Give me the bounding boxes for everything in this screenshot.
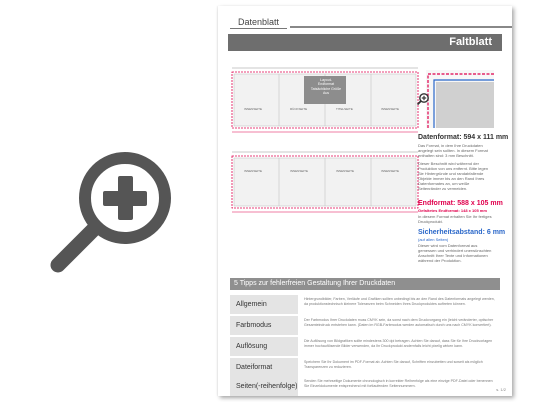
center-line: Endformat	[317, 82, 335, 87]
tip-row	[230, 316, 500, 335]
detail-zoom-icon[interactable]	[416, 92, 430, 106]
tips-heading: 5 Tipps zur fehlerfreien Gestaltung Ihrer Druckdaten	[230, 278, 500, 290]
datasheet-tag: Datenblatt	[230, 16, 287, 29]
endformat-subtitle: Gefaltetes Endformat: 148 x 105 mm	[418, 208, 487, 213]
panel-label: INNENSEITE	[244, 107, 263, 111]
endformat-title: Endformat: 588 x 105 mm	[418, 200, 503, 207]
tip-row	[230, 295, 500, 314]
datenformat-text: Das Format, in dem Ihre Druckdaten angelegt sein sollten. In diesem Format enthalten sind: 3 mm Beschnitt.	[418, 143, 488, 158]
beschnitt-text: Dieser Beschnitt wird während der Produktion von uns entfernt. Bitte legen Sie Hintergründe und randabfallende Objekte immer bis an den Rand Ihres Datenformates an, um weiße Seitenränder zu vermeiden.	[418, 161, 489, 191]
page-number: s. 1/2	[496, 387, 506, 392]
tag-rule	[290, 26, 512, 28]
panel-label: INNENSEITE	[336, 169, 355, 173]
tip-label: Farbmodus	[230, 316, 298, 335]
layout-diagram-outer	[228, 62, 428, 142]
endformat-text: In diesem Format erhalten Sie Ihr fertiges Druckprodukt.	[418, 214, 492, 224]
document-title: Faltblatt	[449, 36, 492, 48]
title-banner	[228, 34, 502, 51]
center-line: Tatsächliche Größe	[310, 86, 342, 91]
tip-row	[230, 337, 500, 356]
tip-text: Senden Sie mehrseitige Dokumente chronologisch in korrekter Reihenfolge als eine einzige PDF-Datei oder benennen Sie Einzeldokumente entsprechend mit fortlaufenden Seitennummern.	[304, 379, 493, 388]
tip-label: Dateiformat	[230, 358, 298, 377]
center-line: Layout-	[320, 78, 332, 82]
sicherheit-text: Dieser wird vom Datenformat aus gemessen und verhindert unerwünschten Anschnitt Ihrer Texte und Informationen während der Produktion.	[418, 243, 492, 263]
tip-text: Speichern Sie Ihr Dokument im PDF-Format ab. Achten Sie darauf, Schriften einzubetten und soweit als möglich Transparenzen zu reduzieren.	[304, 360, 483, 369]
datasheet-page	[218, 6, 512, 396]
sicherheit-title: Sicherheitsabstand: 6 mm	[418, 229, 506, 236]
tip-text: Hintergrundbilder, Farben, Verläufe und Grafiken sollten unbedingt bis an den Rand des Datenformats angelegt werden, da produktionstechnisch kleinere Toleranzen beim Schneiden Ihres Druckproduktes auftreten können.	[304, 297, 495, 306]
panel-label: INNENSEITE	[381, 169, 400, 173]
tip-label: Auflösung	[230, 337, 298, 356]
tip-text: Die Auflösung von Bildgrafiken sollte mindestens 300 dpi betragen. Achten Sie darauf, dass Sie für Ihre Druckvorlagen immer hochauflösende Bilder verwenden, da Ihr Druckprodukt andernfalls leicht pixelig wirken kann.	[304, 339, 493, 348]
panel-label: RÜCKSEITE	[290, 107, 308, 111]
layout-diagram-inner	[228, 148, 428, 214]
panel-label: INNENSEITE	[244, 169, 263, 173]
panel-label: INNENSEITE	[381, 107, 400, 111]
tip-label: Allgemein	[230, 295, 298, 314]
tip-row	[230, 358, 500, 377]
zoom-in-icon[interactable]	[48, 143, 178, 273]
tip-row	[230, 377, 500, 396]
layout-center-label	[305, 78, 347, 96]
center-line: Aus	[322, 91, 330, 96]
panel-label: INNENSEITE	[290, 169, 309, 173]
tip-text: Der Farbmodus Ihrer Druckdaten muss CMYK sein, da sonst nach dem Druckvorgang ein (leicht veränderter, optischer Gesamteindruck entstehen kann. (Daten im RGB-Farbmodus werden automatisch durch uns nach CMYK konvertiert).	[304, 318, 494, 327]
datenformat-title: Datenformat: 594 x 111 mm	[418, 134, 509, 141]
tip-label: Seiten(-reihenfolge)	[230, 377, 298, 396]
panel-label: TITELSEITE	[336, 107, 353, 111]
sicherheit-subtitle: (auf allen Seiten)	[418, 237, 449, 242]
